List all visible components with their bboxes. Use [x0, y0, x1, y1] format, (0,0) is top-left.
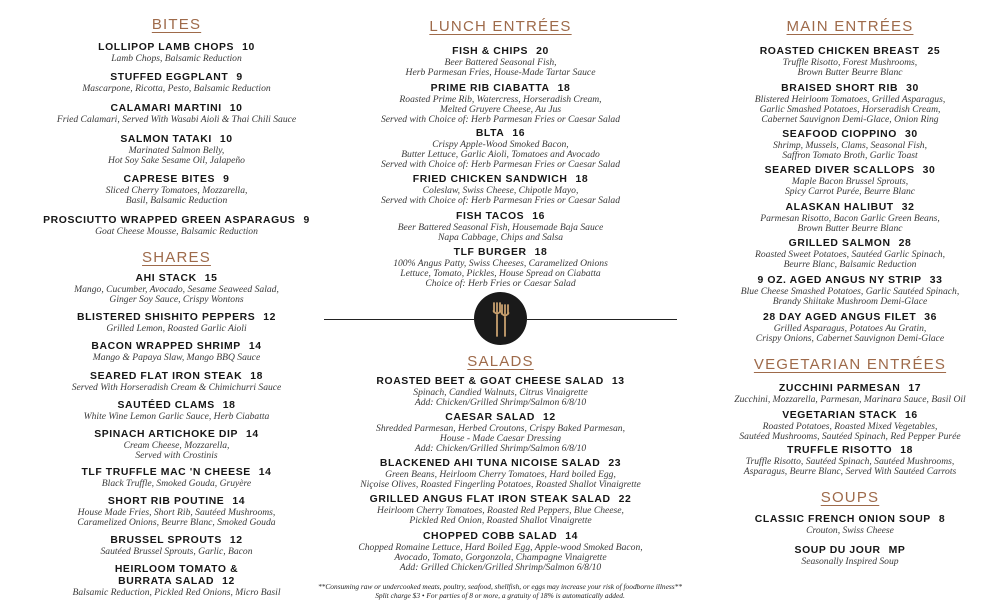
menu-item-description: Hot Soy Sake Sesame Oil, Jalapeño — [108, 155, 245, 167]
menu-item-price: 18 — [557, 83, 571, 94]
menu-item-description: Herb Parmesan Fries, House-Made Tartar Sauce — [405, 67, 596, 79]
footer-gratuity: Split charge $3 • For parties of 8 or more, a gratuity of 18% is automatically added. — [375, 591, 625, 600]
menu-item-description: Served with Choice of: Herb Parmesan Fries or Caesar Salad — [380, 159, 621, 171]
item-name-text: BLISTERED SHISHITO PEPPERS — [77, 312, 256, 323]
menu-item-price: 32 — [901, 202, 915, 213]
menu-item-price: 9 — [236, 72, 243, 83]
menu-item-description: Lamb Chops, Balsamic Reduction — [111, 53, 242, 64]
menu-item-description: Black Truffle, Smoked Gouda, Gruyère — [101, 478, 252, 489]
menu-item-description: Choice of: Herb Fries or Caesar Salad — [425, 278, 576, 290]
menu-item-description: Balsamic Reduction, Pickled Red Onions, Micro Basil — [72, 587, 281, 598]
menu-item-description: Caramelized Onions, Beurre Blanc, Smoked Gouda — [77, 517, 276, 529]
menu-item-description: Fried Calamari, Served With Wasabi Aioli & Thai Chili Sauce — [56, 114, 297, 125]
menu-item-price: 18 — [575, 174, 589, 185]
menu-item-price: 22 — [618, 494, 632, 505]
menu-item-lollipop-lamb-chops — [0, 42, 353, 64]
menu-item-roasted-chicken-breast — [700, 46, 1000, 78]
menu-item-price: 12 — [543, 412, 556, 423]
menu-item-stuffed-eggplant — [0, 72, 353, 94]
item-name-text: SPINACH ARTICHOKE DIP — [94, 429, 239, 440]
item-name-text: FISH & CHIPS — [452, 46, 529, 57]
menu-item-description: Sliced Cherry Tomatoes, Mozzarella, — [105, 185, 248, 196]
menu-item-description: Grilled Lemon, Roasted Garlic Aioli — [106, 323, 247, 334]
menu-item-price: 16 — [905, 410, 918, 421]
item-name-text: PROSCIUTTO WRAPPED GREEN ASPARAGUS — [43, 215, 296, 226]
menu-item-28-day-aged-angus-filet — [700, 312, 1000, 344]
menu-item-vegetarian-stack — [700, 410, 1000, 442]
menu-item-description: Served With Horseradish Cream & Chimichurri Sauce — [71, 382, 282, 393]
menu-item-soup-du-jour — [700, 545, 1000, 567]
menu-item-price: 20 — [536, 46, 549, 57]
menu-item-grilled-salmon — [700, 238, 1000, 270]
menu-item-price: 10 — [242, 42, 255, 53]
item-name-text: ROASTED CHICKEN BREAST — [759, 46, 920, 57]
item-name-text: SEARED DIVER SCALLOPS — [764, 165, 915, 176]
menu-item-price: 36 — [924, 312, 938, 323]
menu-item-price: 23 — [608, 458, 622, 469]
item-name-text: CLASSIC FRENCH ONION SOUP — [754, 514, 931, 525]
item-name-text: FRIED CHICKEN SANDWICH — [412, 174, 568, 185]
menu-item-description: Crispy Apple-Wood Smoked Bacon, — [432, 139, 569, 150]
menu-item-price: 8 — [938, 514, 946, 525]
menu-item-price: 12 — [222, 576, 235, 587]
menu-item-description: Saffron Tomato Broth, Garlic Toast — [782, 150, 918, 162]
section-title-soups: SOUPS — [820, 489, 880, 506]
menu-item-description: Mascarpone, Ricotta, Pesto, Balsamic Reduction — [82, 83, 271, 94]
menu-item-price: 18 — [900, 445, 913, 456]
menu-item-price: 18 — [222, 400, 236, 411]
item-name-text: CAPRESE BITES — [123, 174, 216, 185]
menu-item-grilled-angus-flat-iron-steak-salad — [353, 494, 648, 526]
menu-item-description: Goat Cheese Mousse, Balsamic Reduction — [95, 226, 258, 237]
menu-item-description: Basil, Balsamic Reduction — [125, 195, 228, 207]
menu-item-description: Coleslaw, Swiss Cheese, Chipotle Mayo, — [422, 185, 579, 196]
menu-item-description: Napa Cabbage, Chips and Salsa — [438, 232, 563, 244]
menu-item-description: Seasonally Inspired Soup — [801, 556, 899, 567]
item-name-text: ALASKAN HALIBUT — [785, 202, 894, 213]
item-name-text: HEIRLOOM TOMATO & — [114, 564, 239, 575]
item-name-text: SHORT RIB POUTINE — [107, 496, 225, 507]
item-name-text: SALMON TATAKI — [120, 134, 212, 145]
item-name-text: BACON WRAPPED SHRIMP — [91, 341, 241, 352]
menu-item-price: 30 — [904, 129, 918, 140]
item-name-text-line2: BURRATA SALAD — [118, 576, 215, 587]
menu-item-price: 14 — [232, 496, 246, 507]
item-name-text: TRUFFLE RISOTTO — [787, 445, 893, 456]
menu-item-description: Brown Butter Beurre Blanc — [797, 223, 903, 235]
menu-item-price: 13 — [611, 376, 625, 387]
restaurant-logo — [474, 292, 527, 345]
menu-item-description: Butter Lettuce, Garlic Aioli, Tomatoes and Avocado — [401, 149, 600, 161]
item-name-text: GRILLED ANGUS FLAT IRON STEAK SALAD — [369, 494, 611, 505]
menu-item-price: 15 — [204, 273, 218, 284]
menu-item-bacon-wrapped-shrimp — [0, 341, 353, 363]
menu-item-prime-rib-ciabatta — [353, 83, 648, 126]
item-name-text: VEGETARIAN STACK — [782, 410, 898, 421]
menu-item-price: MP — [888, 545, 906, 556]
menu-item-description: Melted Gruyere Cheese, Au Jus — [439, 104, 562, 116]
menu-item-price: 14 — [258, 467, 272, 478]
item-name-text: 28 DAY AGED ANGUS FILET — [762, 312, 917, 323]
menu-item-description: Cream Cheese, Mozzarella, — [123, 440, 230, 451]
menu-item-description: Pickled Red Onion, Roasted Shallot Vinaigrette — [409, 515, 592, 527]
item-name-text: STUFFED EGGPLANT — [110, 72, 229, 83]
footer-disclaimer: **Consuming raw or undercooked meats, poultry, seafood, shellfish, or eggs may increase your risk of foodborne illness** — [317, 582, 683, 591]
divider-left — [324, 319, 474, 320]
menu-item-spinach-artichoke-dip — [0, 429, 353, 461]
item-name-text: BLACKENED AHI TUNA NICOISE SALAD — [379, 458, 601, 469]
menu-item-tlf-burger — [353, 247, 648, 290]
menu-item-description: Chopped Romaine Lettuce, Hard Boiled Egg, Apple-wood Smoked Bacon, — [358, 542, 643, 553]
menu-item-seafood-cioppino — [700, 129, 1000, 161]
menu-item-description: Truffle Risotto, Forest Mushrooms, — [782, 57, 918, 68]
menu-item-fish-tacos — [353, 211, 648, 243]
menu-item-price: 25 — [927, 46, 941, 57]
menu-item-description: Add: Grilled Chicken/Grilled Shrimp/Salmon 6/8/10 — [399, 562, 602, 574]
menu-item-description: Maple Bacon Brussel Sprouts, — [791, 176, 909, 187]
menu-item-price: 14 — [565, 531, 579, 542]
section-title-vegetarian: VEGETARIAN ENTRÉES — [753, 356, 947, 373]
menu-item-price: 16 — [532, 211, 545, 222]
menu-item-description: Brandy Shiitake Mushroom Demi-Glace — [772, 296, 928, 308]
menu-item-fried-chicken-sandwich — [353, 174, 648, 206]
menu-item-description: Mango & Papaya Slaw, Mango BBQ Sauce — [92, 352, 261, 363]
menu-item-description: Served with Crostinis — [135, 450, 218, 462]
item-name-text: SOUP DU JOUR — [794, 545, 881, 556]
menu-item-description: Parmesan Risotto, Bacon Garlic Green Beans, — [760, 213, 940, 224]
item-name-text: BLTA — [475, 128, 505, 139]
divider-right — [527, 319, 677, 320]
menu-item-price: 17 — [908, 383, 922, 394]
menu-item-description: Zucchini, Mozzarella, Parmesan, Marinara Sauce, Basil Oil — [734, 394, 966, 405]
menu-item-description: White Wine Lemon Garlic Sauce, Herb Ciabatta — [83, 411, 270, 422]
menu-item-description: Blue Cheese Smashed Potatoes, Garlic Sautéed Spinach, — [740, 286, 960, 297]
menu-item-description: Cabernet Sauvignon Demi-Glace, Onion Ring — [761, 114, 939, 126]
menu-item-saut-ed-clams — [0, 400, 353, 422]
menu-item-calamari-martini — [0, 103, 353, 125]
menu-item-price: 16 — [512, 128, 526, 139]
menu-item-description: Crouton, Swiss Cheese — [806, 525, 894, 536]
menu-item-description: Sautéed Brussel Sprouts, Garlic, Bacon — [100, 546, 253, 557]
menu-item-description: Blistered Heirloom Tomatoes, Grilled Asparagus, — [754, 94, 946, 105]
crossed-forks-icon — [486, 299, 516, 339]
menu-item-description: Marinated Salmon Belly, — [128, 145, 225, 156]
menu-item-description: Truffle Risotto, Sautéed Spinach, Sautéed Mushrooms, — [745, 456, 955, 467]
menu-item-description: Asparagus, Beurre Blanc, Served With Sautéed Carrots — [743, 466, 957, 478]
menu-item-description: Garlic Smashed Potatoes, Horseradish Cream, — [759, 104, 941, 116]
menu-item-description: Shrimp, Mussels, Clams, Seasonal Fish, — [772, 140, 928, 151]
menu-item-description: Heirloom Cherry Tomatoes, Roasted Red Peppers, Blue Cheese, — [377, 505, 624, 516]
menu-item-description: Mango, Cucumber, Avocado, Sesame Seaweed Salad, — [74, 284, 279, 295]
item-name-text: CAESAR SALAD — [445, 412, 535, 423]
menu-item-description: House Made Fries, Short Rib, Sautéed Mushrooms, — [77, 507, 276, 518]
item-name-text: GRILLED SALMON — [788, 238, 891, 249]
section-title-main: MAIN ENTRÉES — [786, 18, 914, 35]
menu-item-brussel-sprouts — [0, 535, 353, 557]
item-name-text: CALAMARI MARTINI — [110, 103, 222, 114]
item-name-text: TLF TRUFFLE MAC 'N CHEESE — [81, 467, 251, 478]
menu-item-price: 12 — [263, 312, 276, 323]
menu-item-description: Avocado, Tomato, Gorgonzola, Champagne Vinaigrette — [394, 552, 607, 564]
item-name-text: SEARED FLAT IRON STEAK — [90, 371, 243, 382]
menu-item-blistered-shishito-peppers — [0, 312, 353, 334]
item-name-text: BRUSSEL SPROUTS — [110, 535, 222, 546]
menu-item-short-rib-poutine — [0, 496, 353, 528]
menu-item-description: Spinach, Candied Walnuts, Citrus Vinaigrette — [413, 387, 588, 398]
menu-item-price: 28 — [898, 238, 912, 249]
menu-item-tlf-truffle-mac-n-cheese — [0, 467, 353, 489]
menu-item-description: House - Made Caesar Dressing — [439, 433, 562, 445]
menu-item-description: Add: Chicken/Grilled Shrimp/Salmon 6/8/10 — [414, 397, 587, 409]
menu-item-chopped-cobb-salad — [353, 531, 648, 574]
menu-item-9-oz-aged-angus-ny-strip — [700, 275, 1000, 307]
item-name-text: AHI STACK — [135, 273, 197, 284]
menu-item-price: 18 — [250, 371, 263, 382]
menu-item-description: Green Beans, Heirloom Cherry Tomatoes, Hard boiled Egg, — [385, 469, 616, 480]
menu-item-alaskan-halibut — [700, 202, 1000, 234]
menu-item-zucchini-parmesan — [700, 383, 1000, 405]
item-name-text: TLF BURGER — [453, 247, 527, 258]
section-title-bites: BITES — [151, 16, 202, 33]
menu-item-braised-short-rib — [700, 83, 1000, 126]
menu-item-description: Roasted Sweet Potatoes, Sautéed Garlic Spinach, — [755, 249, 945, 260]
section-title-lunch: LUNCH ENTRÉES — [429, 18, 572, 35]
menu-item-price: 14 — [246, 429, 259, 440]
item-name-text: BRAISED SHORT RIB — [781, 83, 899, 94]
menu-item-description: Crispy Onions, Cabernet Sauvignon Demi-Glace — [755, 333, 945, 345]
item-name-text: ZUCCHINI PARMESAN — [778, 383, 901, 394]
section-title-salads: SALADS — [467, 353, 534, 370]
menu-item-description: Brown Butter Beurre Blanc — [797, 67, 903, 79]
menu-item-price: 9 — [223, 174, 230, 185]
section-title-shares: SHARES — [142, 249, 211, 266]
menu-item-price: 30 — [906, 83, 919, 94]
menu-item-description: Beurre Blanc, Balsamic Reduction — [783, 259, 917, 271]
item-name-text: ROASTED BEET & GOAT CHEESE SALAD — [376, 376, 604, 387]
menu-item-description: Add: Chicken/Grilled Shrimp/Salmon 6/8/10 — [414, 443, 587, 455]
item-name-text: SEAFOOD CIOPPINO — [782, 129, 897, 140]
menu-item-price: 9 — [303, 215, 310, 226]
menu-item-caesar-salad — [353, 412, 648, 455]
menu-item-fish-chips — [353, 46, 648, 78]
item-name-text: FISH TACOS — [456, 211, 525, 222]
item-name-text: LOLLIPOP LAMB CHOPS — [98, 42, 235, 53]
menu-item-description: Lettuce, Tomato, Pickles, House Spread on Ciabatta — [400, 268, 601, 280]
menu-item-description: Grilled Asparagus, Potatoes Au Gratin, — [773, 323, 927, 334]
menu-item-description: Roasted Prime Rib, Watercress, Horseradish Cream, — [399, 94, 602, 105]
menu-item-description: Roasted Potatoes, Roasted Mixed Vegetables, — [762, 421, 938, 432]
menu-item-description: Beer Battered Seasonal Fish, — [444, 57, 557, 68]
item-name-text: PRIME RIB CIABATTA — [430, 83, 550, 94]
menu-item-truffle-risotto — [700, 445, 1000, 477]
menu-item-price: 30 — [922, 165, 936, 176]
menu-item-caprese-bites — [0, 174, 353, 206]
menu-item-salmon-tataki — [0, 134, 353, 166]
menu-item-roasted-beet-goat-cheese-salad — [353, 376, 648, 408]
menu-item-classic-french-onion-soup — [700, 514, 1000, 536]
menu-item-description: Spicy Carrot Purée, Beurre Blanc — [784, 186, 916, 198]
menu-item-price: 12 — [229, 535, 243, 546]
menu-item-description: 100% Angus Patty, Swiss Cheeses, Caramelized Onions — [393, 258, 608, 269]
menu-item-description: Served with Choice of: Herb Parmesan Fries or Caesar Salad — [380, 114, 621, 126]
item-name-text: 9 OZ. AGED ANGUS NY STRIP — [757, 275, 922, 286]
menu-item-description: Beer Battered Seasonal Fish, Housemade Baja Sauce — [397, 222, 604, 233]
menu-item-description: Sautéed Mushrooms, Sautéed Spinach, Red Pepper Purée — [739, 431, 961, 443]
menu-item-price: 14 — [248, 341, 262, 352]
item-name-text: SAUTÉED CLAMS — [117, 400, 215, 411]
menu-item-prosciutto-wrapped-green-asparagus — [0, 215, 353, 237]
menu-item-price: 10 — [229, 103, 243, 114]
menu-item-description: Ginger Soy Sauce, Crispy Wontons — [109, 294, 244, 306]
menu-item-ahi-stack — [0, 273, 353, 305]
menu-item-seared-flat-iron-steak — [0, 371, 353, 393]
menu-item-price: 10 — [219, 134, 233, 145]
menu-item-seared-diver-scallops — [700, 165, 1000, 197]
menu-item-price: 33 — [929, 275, 943, 286]
menu-item-description: Niçoise Olives, Roasted Fingerling Potatoes, Roasted Shallot Vinaigrette — [360, 479, 641, 491]
menu-item-blta — [353, 128, 648, 171]
menu-item-description: Served with Choice of: Herb Parmesan Fries or Caesar Salad — [380, 195, 621, 207]
menu-item-description: Shredded Parmesan, Herbed Croutons, Crispy Baked Parmesan, — [376, 423, 625, 434]
menu-item-blackened-ahi-tuna-nicoise-salad — [353, 458, 648, 490]
menu-item-price: 18 — [534, 247, 548, 258]
item-name-text: CHOPPED COBB SALAD — [422, 531, 558, 542]
